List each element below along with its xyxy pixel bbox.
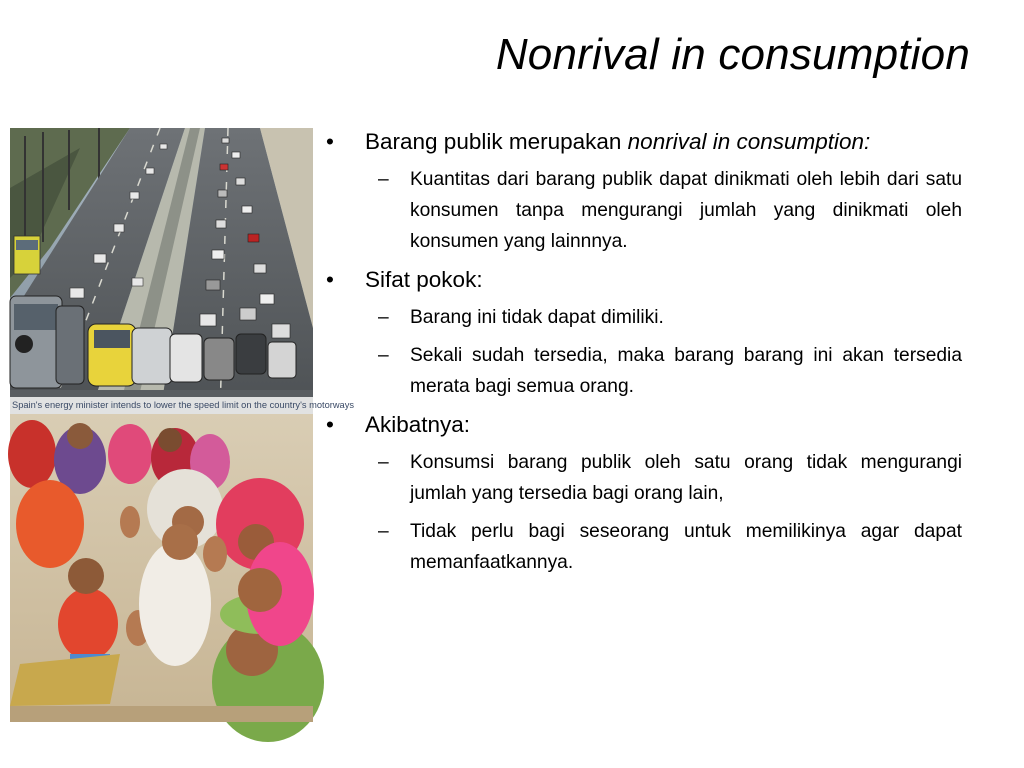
sub-dash: – (378, 169, 389, 190)
bullet-item (326, 409, 962, 441)
sub-item (326, 340, 962, 402)
sub-item (326, 447, 962, 509)
slide-title: Nonrival in consumption (495, 30, 970, 79)
bullet-item (326, 126, 962, 158)
bullet-text: Akibatnya: (365, 412, 471, 437)
sub-item (326, 516, 962, 578)
sub-item (326, 164, 962, 257)
bullet-emphasis: nonrival in consumption: (627, 129, 871, 154)
sub-dash: – (378, 452, 389, 473)
section-nonrival (326, 126, 962, 257)
bullet-text: Barang publik merupakan (365, 129, 628, 154)
sub-dash: – (378, 345, 389, 366)
highway-photo-caption: Spain's energy minister intends to lower the speed limit on the country's motorways (10, 397, 315, 414)
bullet-dot: • (326, 412, 334, 437)
section-sifat-pokok (326, 264, 962, 402)
sub-text: Tidak perlu bagi seseorang untuk memilikinya agar dapat memanfaatkannya. (410, 521, 962, 573)
bullet-dot: • (326, 129, 334, 154)
crowd-raising-hands-photo (10, 414, 313, 722)
sub-text: Konsumsi barang publik oleh satu orang tidak mengurangi jumlah yang tersedia bagi orang lain, (410, 452, 962, 504)
sub-item (326, 302, 962, 333)
sub-dash: – (378, 521, 389, 542)
bullet-text: Sifat pokok: (365, 267, 483, 292)
sub-text: Kuantitas dari barang publik dapat dinikmati oleh lebih dari satu konsumen tanpa mengurangi jumlah yang dinikmati oleh konsumen yang lainnnya. (410, 169, 962, 252)
bullet-dot: • (326, 267, 334, 292)
sub-text: Barang ini tidak dapat dimiliki. (410, 307, 664, 328)
sub-text: Sekali sudah tersedia, maka barang barang ini akan tersedia merata bagi semua orang. (410, 345, 962, 397)
bullet-item (326, 264, 962, 296)
section-akibatnya (326, 409, 962, 578)
highway-traffic-photo (10, 128, 355, 414)
slide-content (326, 126, 962, 585)
sub-dash: – (378, 307, 389, 328)
